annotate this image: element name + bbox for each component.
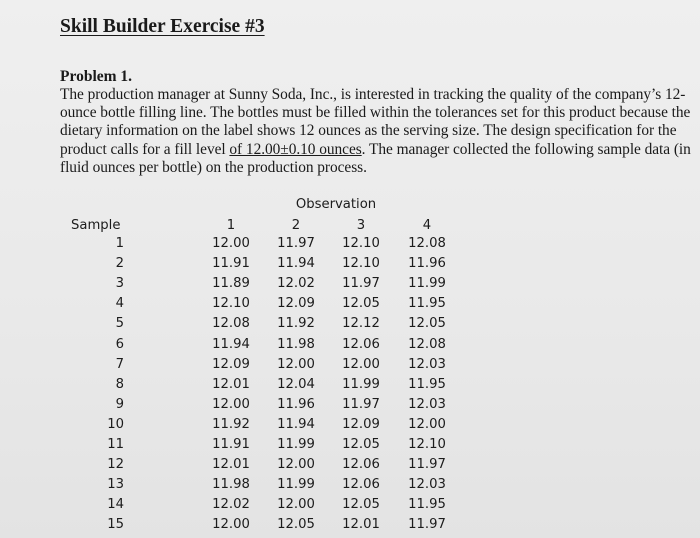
observation-value: 12.03	[408, 356, 446, 372]
observation-value: 12.02	[277, 276, 315, 292]
observation-value: 12.01	[212, 376, 250, 392]
column-header-row	[62, 218, 462, 236]
observation-value: 12.03	[408, 396, 446, 412]
sample-number: 10	[107, 416, 124, 432]
table-row	[62, 477, 462, 495]
observation-value: 11.97	[342, 276, 380, 292]
sample-number: 2	[115, 256, 124, 272]
observation-value: 11.97	[408, 457, 446, 473]
column-header: 2	[291, 218, 301, 233]
table-row	[62, 517, 462, 535]
observation-value: 11.96	[408, 256, 446, 272]
observation-value: 12.00	[212, 517, 250, 533]
sample-data-table	[62, 197, 462, 537]
table-row	[62, 497, 462, 515]
table-row	[62, 337, 462, 355]
sample-number: 13	[107, 477, 124, 493]
table-row	[62, 397, 462, 415]
observation-value: 11.92	[277, 316, 315, 332]
observation-value: 12.10	[342, 256, 380, 272]
observation-value: 11.97	[408, 517, 446, 533]
observation-value: 12.09	[277, 296, 315, 312]
problem-statement	[60, 86, 692, 177]
observation-value: 11.89	[212, 276, 250, 292]
observation-value: 11.94	[277, 416, 315, 432]
observation-value: 12.01	[342, 517, 380, 533]
observation-value: 12.05	[342, 437, 380, 452]
observation-value: 11.94	[277, 256, 315, 272]
observation-value: 12.02	[212, 497, 250, 513]
observation-value: 11.99	[277, 477, 315, 493]
observation-value: 11.97	[277, 236, 315, 251]
sample-number: 3	[115, 276, 124, 292]
observation-value: 11.98	[212, 477, 250, 493]
observation-value: 11.95	[408, 296, 446, 312]
observation-value: 12.00	[277, 497, 315, 513]
observation-value: 12.03	[408, 477, 446, 493]
observation-value: 12.00	[342, 356, 380, 372]
table-row	[62, 256, 462, 274]
column-header: 4	[422, 218, 432, 233]
observation-value: 12.10	[408, 437, 446, 452]
observation-value: 11.98	[277, 336, 315, 352]
observation-header: Observation	[295, 197, 377, 212]
observation-value: 11.97	[342, 396, 380, 412]
observation-value: 12.09	[342, 416, 380, 432]
observation-value: 12.06	[342, 457, 380, 473]
observation-value: 12.06	[342, 336, 380, 352]
observation-value: 12.00	[277, 356, 315, 372]
observation-value: 12.00	[408, 416, 446, 432]
observation-value: 12.05	[342, 497, 380, 513]
observation-value: 12.05	[342, 296, 380, 312]
observation-value: 12.05	[408, 316, 446, 332]
observation-value: 11.94	[212, 336, 250, 352]
observation-value: 11.91	[212, 437, 250, 452]
sample-header: Sample	[71, 218, 121, 233]
sample-number: 14	[107, 497, 124, 513]
observation-value: 12.08	[408, 236, 446, 251]
sample-number: 9	[115, 396, 124, 412]
column-header: 1	[226, 218, 236, 233]
observation-value: 11.92	[212, 416, 250, 432]
observation-value: 12.00	[277, 457, 315, 473]
observation-value: 12.00	[212, 236, 250, 251]
table-row	[62, 357, 462, 375]
observation-value: 11.99	[277, 437, 315, 452]
observation-value: 12.04	[277, 376, 315, 392]
observation-value: 11.95	[408, 497, 446, 513]
column-header: 3	[356, 218, 366, 233]
observation-value: 12.00	[212, 396, 250, 412]
sample-number: 15	[107, 517, 124, 533]
specification-underlined: of 12.00±0.10 ounces	[229, 140, 362, 158]
observation-value: 12.10	[342, 236, 380, 251]
problem-text-part-2: . The manager collected the following sample data (in fluid ounces per bottle) on the production process.	[60, 140, 691, 176]
sample-number: 8	[115, 376, 124, 392]
observation-value: 12.01	[212, 457, 250, 473]
sample-number: 6	[115, 336, 124, 352]
observation-value: 11.91	[212, 256, 250, 272]
observation-value: 12.06	[342, 477, 380, 493]
table-row	[62, 417, 462, 435]
table-row	[62, 316, 462, 334]
observation-value: 12.08	[408, 336, 446, 352]
sample-number: 7	[115, 356, 124, 372]
table-row	[62, 457, 462, 475]
table-row	[62, 437, 462, 455]
problem-heading: Problem 1.	[60, 68, 133, 85]
table-row	[62, 296, 462, 314]
observation-value: 12.09	[212, 356, 250, 372]
sample-number: 5	[115, 316, 124, 332]
observation-value: 11.96	[277, 396, 315, 412]
sample-number: 11	[107, 437, 124, 452]
table-row	[62, 236, 462, 254]
problem-text-part-1: The production manager at Sunny Soda, Inc., is interested in tracking the quality of the company’s 12-ounce bottle filling line. The bottles must be filled within the tolerances set for this product because the dietary information on the label shows 12 ounces as the serving size. The design specification for the product calls for a fill level	[60, 86, 691, 158]
observation-value: 12.12	[342, 316, 380, 332]
observation-value: 12.05	[277, 517, 315, 533]
observation-value: 11.99	[408, 276, 446, 292]
sample-number: 4	[115, 296, 124, 312]
observation-value: 12.10	[212, 296, 250, 312]
document-title: Skill Builder Exercise #3	[60, 16, 265, 37]
observation-value: 12.08	[212, 316, 250, 332]
table-row	[62, 276, 462, 294]
observation-value: 11.99	[342, 376, 380, 392]
observation-value: 11.95	[408, 376, 446, 392]
sample-number: 1	[115, 236, 124, 251]
sample-number: 12	[107, 457, 124, 473]
table-row	[62, 377, 462, 395]
